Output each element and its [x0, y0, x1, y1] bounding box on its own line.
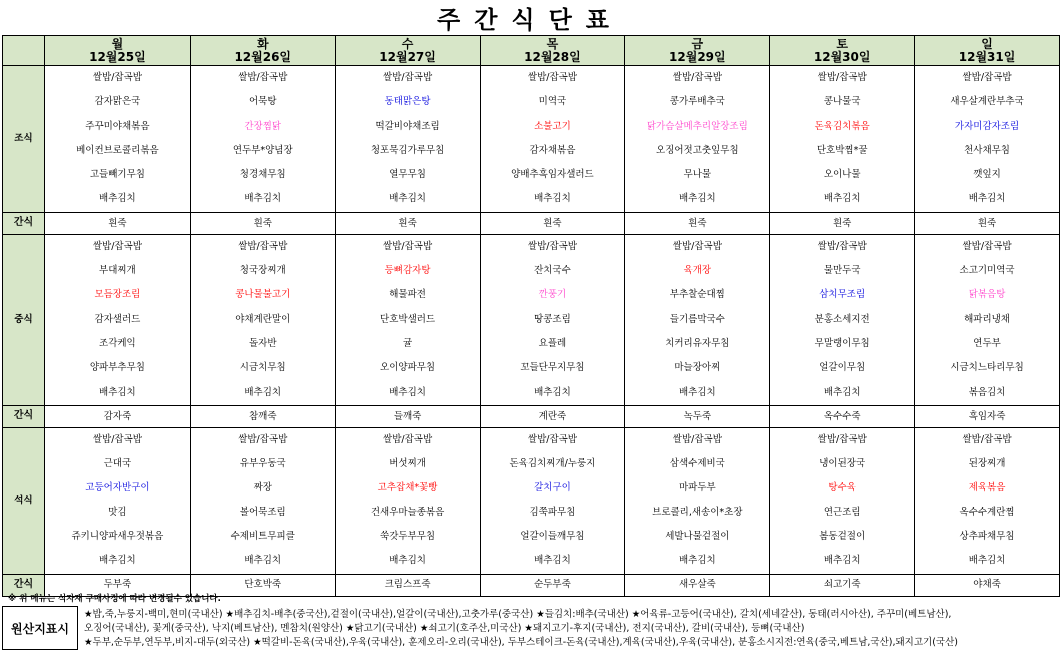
day-header — [44, 36, 190, 66]
lunch-item: 볶음김치 — [968, 386, 1006, 398]
breakfast-cell — [44, 66, 190, 213]
dinner-item: 배추김치 — [99, 555, 136, 567]
lunch-item: 부추찰순대찜 — [669, 289, 725, 301]
dinner-item: 상추파채무침 — [959, 531, 1015, 543]
breakfast-item: 단호박찜*꿀 — [816, 144, 868, 156]
dinner-cell — [44, 427, 190, 574]
lunch-item: 조각케익 — [99, 337, 136, 349]
afternoon-snack-item: 들깨죽 — [335, 405, 480, 427]
breakfast-item: 쌀밥/잡곡밥 — [383, 72, 433, 83]
afternoon-snack-item: 참깨죽 — [190, 405, 335, 427]
dinner-item: 근대국 — [103, 458, 132, 470]
lunch-item: 연두부 — [973, 337, 1001, 349]
afternoon-snack-row — [3, 405, 1060, 427]
breakfast-item: 배추김치 — [968, 193, 1006, 205]
dinner-label: 석식 — [3, 427, 45, 574]
lunch-item: 감자샐러드 — [94, 313, 141, 325]
lunch-item: 꼬들단무지무침 — [520, 362, 585, 374]
evening-snack-item: 크림스프죽 — [335, 574, 480, 596]
lunch-item: 잔치국수 — [534, 265, 571, 277]
evening-snack-label: 간식 — [3, 574, 45, 596]
breakfast-item: 감자채볶음 — [529, 144, 576, 156]
dinner-item: 탕수육 — [828, 482, 856, 494]
dinner-item: 쌀밥/잡곡밥 — [672, 433, 722, 445]
lunch-item: 땅콩조림 — [534, 313, 571, 325]
lunch-item: 배추김치 — [823, 386, 861, 398]
morning-snack-row — [3, 212, 1060, 234]
dinner-item: 쌀밥/잡곡밥 — [962, 433, 1012, 445]
breakfast-item: 양배추흑임자샐러드 — [511, 169, 594, 181]
lunch-cell — [625, 234, 770, 405]
lunch-item: 단호박샐러드 — [380, 313, 436, 325]
dinner-item: 수제비트무피클 — [230, 531, 295, 543]
lunch-item: 해파리냉채 — [964, 313, 1010, 325]
lunch-item: 요플레 — [538, 337, 567, 349]
lunch-item: 배추김치 — [534, 386, 571, 398]
breakfast-item: 콩나물국 — [823, 96, 861, 108]
breakfast-item: 쌀밥/잡곡밥 — [238, 72, 288, 83]
breakfast-item: 배추김치 — [823, 193, 861, 205]
breakfast-label: 조식 — [3, 66, 45, 213]
lunch-item: 시금치느타리무침 — [950, 362, 1024, 374]
dinner-item: 삼색수제비국 — [669, 458, 725, 470]
morning-snack-item: 흰죽 — [190, 212, 335, 234]
dinner-item: 고등어자반구이 — [85, 482, 150, 494]
lunch-item: 청국장찌개 — [239, 265, 286, 277]
breakfast-item: 떡갈비야채조림 — [375, 120, 440, 132]
lunch-item: 쌀밥/잡곡밥 — [383, 240, 433, 252]
lunch-item: 부대찌개 — [99, 265, 136, 277]
origin-info — [84, 608, 1056, 650]
lunch-item: 무말랭이무침 — [814, 337, 870, 349]
breakfast-cell — [915, 66, 1060, 213]
breakfast-item: 천사채무침 — [964, 144, 1010, 156]
evening-snack-item: 새우살죽 — [625, 574, 770, 596]
day-header — [915, 36, 1060, 66]
afternoon-snack-item: 옥수수죽 — [770, 405, 915, 427]
breakfast-item: 소불고기 — [534, 120, 571, 132]
day-name: 화 — [256, 36, 269, 51]
origin-label: 원산지표시 — [2, 606, 78, 650]
breakfast-cell — [625, 66, 770, 213]
breakfast-item: 청포묵김가루무침 — [370, 144, 445, 156]
page-title: 주간식단표 — [437, 6, 623, 34]
dinner-row — [3, 427, 1060, 574]
morning-snack-item: 흰죽 — [915, 212, 1060, 234]
day-name: 일 — [981, 36, 993, 51]
breakfast-item: 가자미감자조림 — [954, 120, 1020, 132]
dinner-item: 돈육김치찌개/누룽지 — [509, 458, 596, 470]
dinner-item: 제육볶음 — [968, 482, 1006, 494]
lunch-item: 배추김치 — [678, 386, 716, 398]
breakfast-item: 쌀밥/잡곡밥 — [92, 72, 142, 83]
breakfast-item: 닭가슴살메추리알장조림 — [646, 120, 748, 132]
breakfast-item: 배추김치 — [678, 193, 716, 205]
dinner-item: 쌀밥/잡곡밥 — [527, 433, 577, 445]
lunch-item: 쌀밥/잡곡밥 — [672, 240, 722, 252]
lunch-row — [3, 234, 1060, 405]
lunch-item: 해물파전 — [389, 289, 426, 301]
dinner-item: 배추김치 — [968, 555, 1006, 567]
morning-snack-item: 흰죽 — [44, 212, 190, 234]
day-date: 12월25일 — [89, 49, 146, 64]
afternoon-snack-label: 간식 — [3, 405, 45, 427]
lunch-cell — [770, 234, 915, 405]
dinner-item: 버섯찌개 — [389, 458, 426, 470]
dinner-item: 얼갈이들깨무침 — [520, 531, 585, 543]
dinner-item: 배추김치 — [823, 555, 861, 567]
dinner-item: 쌀밥/잡곡밥 — [817, 433, 867, 445]
dinner-cell — [190, 427, 335, 574]
lunch-item: 쌀밥/잡곡밥 — [238, 240, 288, 252]
lunch-item: 오이양파무침 — [380, 362, 436, 374]
day-header — [335, 36, 480, 66]
lunch-item: 귤 — [402, 337, 413, 349]
breakfast-item: 오이나물 — [823, 169, 861, 181]
lunch-item: 삼치무조림 — [819, 289, 866, 301]
dinner-item: 봄동겉절이 — [819, 531, 866, 543]
lunch-item: 육개장 — [683, 265, 712, 277]
breakfast-item: 배추김치 — [534, 193, 571, 205]
evening-snack-item: 단호박죽 — [190, 574, 335, 596]
dinner-item: 브로콜리,새송이*초장 — [652, 506, 743, 518]
morning-snack-item: 흰죽 — [770, 212, 915, 234]
breakfast-cell — [770, 66, 915, 213]
dinner-item: 세발나물겉절이 — [665, 531, 730, 543]
lunch-item: 모듬장조림 — [94, 289, 141, 301]
breakfast-item: 깻잎지 — [973, 169, 1001, 181]
dinner-item: 건새우마늘종볶음 — [370, 506, 445, 518]
breakfast-item: 배추김치 — [389, 193, 426, 205]
dinner-item: 쌀밥/잡곡밥 — [238, 433, 288, 445]
breakfast-item: 쌀밥/잡곡밥 — [527, 72, 577, 83]
lunch-cell — [480, 234, 625, 405]
breakfast-item: 오징어젓고춧잎무침 — [656, 144, 739, 156]
evening-snack-item: 야채죽 — [915, 574, 1060, 596]
lunch-item: 깐풍기 — [538, 289, 567, 301]
dinner-item: 김쭉파무침 — [529, 506, 576, 518]
evening-snack-item: 두부죽 — [44, 574, 190, 596]
lunch-item: 배추김치 — [244, 386, 282, 398]
breakfast-cell — [480, 66, 625, 213]
lunch-item: 닭볶음탕 — [968, 289, 1006, 301]
lunch-item: 마늘장아찌 — [674, 362, 721, 374]
day-date: 12월30일 — [813, 49, 871, 64]
lunch-item: 물만두국 — [823, 265, 861, 277]
lunch-item: 쌀밥/잡곡밥 — [527, 240, 577, 252]
day-header — [770, 36, 915, 66]
lunch-item: 배추김치 — [99, 386, 136, 398]
dinner-item: 볼어묵조림 — [239, 506, 286, 518]
breakfast-item: 배추김치 — [99, 193, 136, 205]
breakfast-item: 고들빼기무침 — [89, 169, 145, 181]
dinner-item: 배추김치 — [244, 555, 282, 567]
breakfast-item: 쌀밥/잡곡밥 — [817, 72, 867, 83]
day-name: 목 — [546, 36, 559, 51]
breakfast-item: 간장찜닭 — [244, 120, 282, 132]
day-date: 12월31일 — [958, 49, 1016, 64]
breakfast-item: 주꾸미야채볶음 — [85, 120, 150, 132]
dinner-item: 쌀밥/잡곡밥 — [383, 433, 433, 445]
lunch-item: 쌀밥/잡곡밥 — [962, 240, 1012, 252]
dinner-cell — [625, 427, 770, 574]
lunch-item: 분홍소세지전 — [814, 313, 870, 325]
breakfast-item: 미역국 — [538, 96, 567, 108]
lunch-item: 얼갈이무침 — [819, 362, 866, 374]
lunch-item: 들기름막국수 — [669, 313, 725, 325]
lunch-item: 돌자반 — [248, 337, 277, 349]
breakfast-item: 어묵탕 — [248, 96, 277, 108]
origin-line: 오징어(국내산), 꽃게(중국산), 낙지(베트남산), 멘참치(원양산) ★닭고기(국내산) ★쇠고기(호주산,미국산) ★돼지고기-후지(국내산), 전지(국내산), 갈비(국내산), 등뼈(국내산) — [84, 623, 805, 634]
lunch-item: 쌀밥/잡곡밥 — [92, 240, 142, 252]
evening-snack-item: 순두부죽 — [480, 574, 625, 596]
lunch-item: 소고기미역국 — [959, 265, 1015, 277]
breakfast-item: 청경채무침 — [239, 169, 286, 181]
day-name: 금 — [691, 36, 704, 51]
morning-snack-label: 간식 — [3, 212, 45, 234]
day-header — [480, 36, 625, 66]
lunch-item: 양파부추무침 — [89, 362, 145, 374]
day-date: 12월27일 — [379, 49, 436, 64]
breakfast-item: 감자맑은국 — [94, 96, 141, 108]
dinner-item: 유부우동국 — [239, 458, 286, 470]
weekly-menu-table — [2, 35, 1060, 597]
lunch-item: 콩나물불고기 — [235, 289, 291, 301]
lunch-item: 시금치무침 — [239, 362, 286, 374]
breakfast-item: 동태맑은탕 — [384, 96, 431, 108]
day-name: 토 — [836, 36, 848, 51]
morning-snack-item: 흰죽 — [480, 212, 625, 234]
origin-line: ★두부,순두부,연두부,비지-대두(외국산) ★떡갈비-돈육(국내산),우육(국내산), 훈제오리-오리(국내산), 두부스테이크-돈육(국내산),계육(국내산),우육(국내산), 분홍소시지전:연육(중국,베트남,국산),돼지고기(국산) — [84, 637, 958, 648]
breakfast-item: 콩가루배추국 — [669, 96, 725, 108]
dinner-item: 쌀밥/잡곡밥 — [92, 433, 142, 445]
breakfast-row — [3, 66, 1060, 213]
day-header — [625, 36, 770, 66]
day-name: 수 — [401, 36, 414, 51]
afternoon-snack-item: 녹두죽 — [625, 405, 770, 427]
day-name: 월 — [111, 36, 124, 51]
lunch-item: 배추김치 — [389, 386, 426, 398]
dinner-item: 고추잡채*꽃빵 — [377, 482, 438, 494]
origin-line: ★밥,죽,누룽지-백미,현미(국내산) ★배추김치-배추(중국산),겉절이(국내산),얼갈이(국내산),고춧가루(중국산) ★들김치:배추(국내산) ★어육류-고등어(국내산), 갈치(세네갈산), 동태(러시아산), 주꾸미(베트남산), — [84, 609, 952, 620]
dinner-item: 냉이된장국 — [819, 458, 866, 470]
breakfast-item: 열무무침 — [389, 169, 426, 181]
day-date: 12월28일 — [524, 49, 581, 64]
dinner-item: 연근조림 — [823, 506, 861, 518]
dinner-item: 옥수수계란찜 — [959, 506, 1015, 518]
afternoon-snack-item: 흑임자죽 — [915, 405, 1060, 427]
dinner-item: 쥬키니양파새우젓볶음 — [71, 531, 164, 543]
breakfast-item: 새우살계란부추국 — [950, 96, 1024, 108]
dinner-item: 짜장 — [253, 482, 272, 494]
dinner-item: 된장찌개 — [968, 458, 1006, 470]
header-row — [3, 36, 1060, 66]
lunch-cell — [335, 234, 480, 405]
dinner-item: 배추김치 — [534, 555, 571, 567]
breakfast-item: 베이컨브로콜리볶음 — [76, 144, 159, 156]
dinner-item: 맛김 — [108, 506, 127, 518]
breakfast-item: 쌀밥/잡곡밥 — [962, 72, 1012, 83]
breakfast-item: 무나물 — [683, 169, 712, 181]
dinner-item: 갈치구이 — [534, 482, 571, 494]
dinner-cell — [335, 427, 480, 574]
morning-snack-item: 흰죽 — [625, 212, 770, 234]
breakfast-cell — [190, 66, 335, 213]
lunch-item: 등뼈감자탕 — [384, 265, 431, 277]
lunch-label: 중식 — [3, 234, 45, 405]
lunch-cell — [190, 234, 335, 405]
afternoon-snack-item: 계란죽 — [480, 405, 625, 427]
dinner-cell — [915, 427, 1060, 574]
dinner-cell — [480, 427, 625, 574]
dinner-item: 배추김치 — [678, 555, 716, 567]
afternoon-snack-item: 감자죽 — [44, 405, 190, 427]
breakfast-cell — [335, 66, 480, 213]
lunch-item: 쌀밥/잡곡밥 — [817, 240, 867, 252]
dinner-cell — [770, 427, 915, 574]
notice-text: ※ 위 메뉴는 식자재 구매사정에 따라 변경될수 있습니다. — [8, 594, 221, 604]
dinner-item: 마파두부 — [678, 482, 716, 494]
morning-snack-item: 흰죽 — [335, 212, 480, 234]
lunch-item: 야채계란말이 — [235, 313, 291, 325]
corner-cell — [3, 36, 45, 66]
breakfast-item: 돈육김치볶음 — [814, 120, 870, 132]
day-header — [190, 36, 335, 66]
breakfast-item: 연두부*양념장 — [232, 144, 293, 156]
lunch-item: 치커리유자무침 — [665, 337, 730, 349]
day-date: 12월26일 — [234, 49, 292, 64]
dinner-item: 배추김치 — [389, 555, 426, 567]
day-date: 12월29일 — [669, 49, 726, 64]
breakfast-item: 배추김치 — [244, 193, 282, 205]
breakfast-item: 쌀밥/잡곡밥 — [672, 72, 722, 83]
lunch-cell — [915, 234, 1060, 405]
dinner-item: 쑥갓두부무침 — [380, 531, 436, 543]
evening-snack-item: 쇠고기죽 — [770, 574, 915, 596]
lunch-cell — [44, 234, 190, 405]
